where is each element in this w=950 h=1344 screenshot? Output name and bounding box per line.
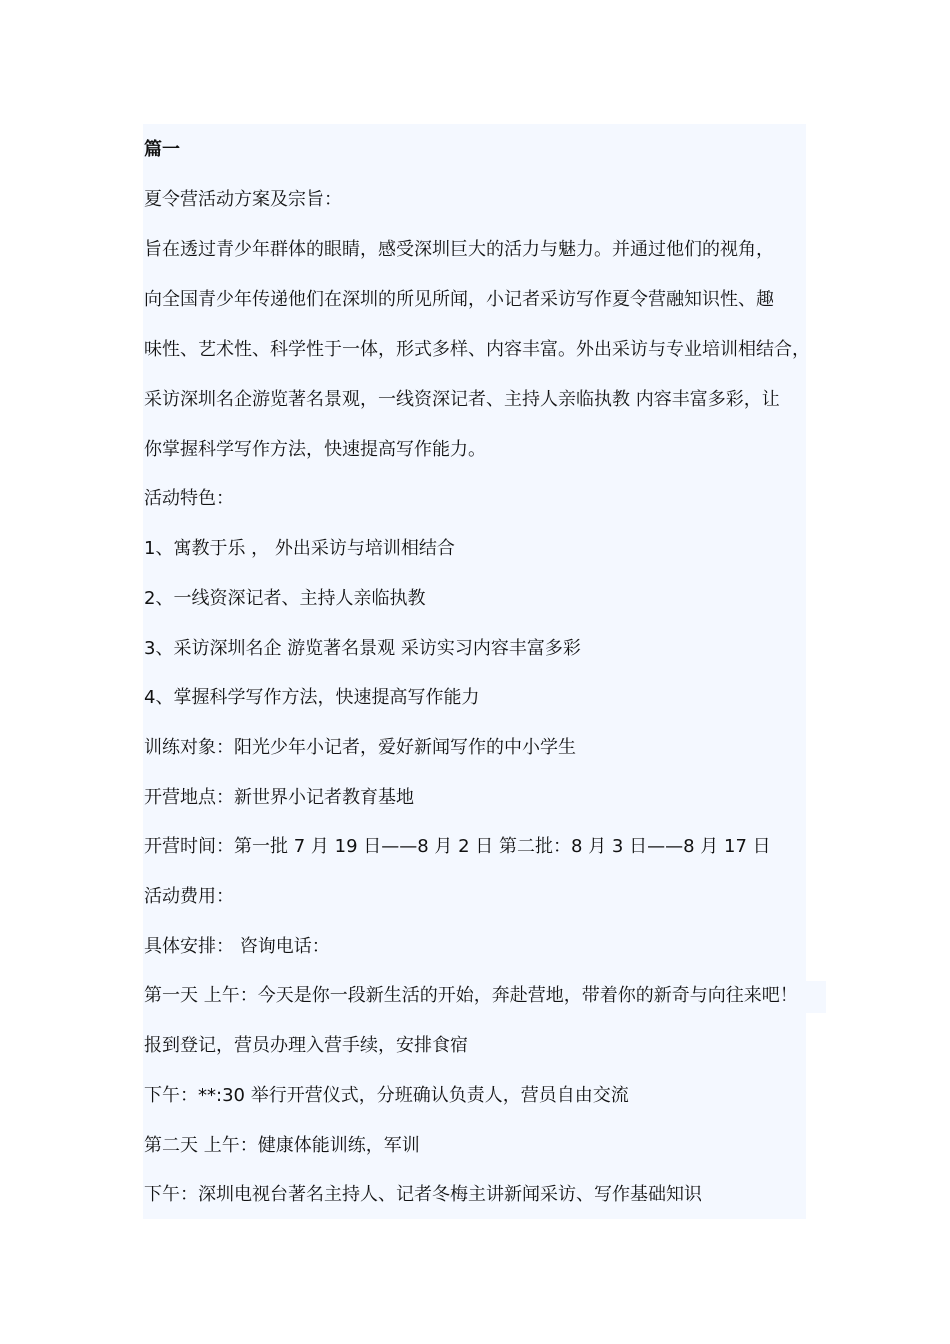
text-line: 味性、艺术性、科学性于一体，形式多样、内容丰富。外出采访与专业培训相结合， <box>144 339 810 360</box>
text-line: 旨在透过青少年群体的眼睛，感受深圳巨大的活力与魅力。并通过他们的视角， <box>144 239 774 260</box>
text-line: 活动费用： <box>144 886 234 907</box>
text-line: 夏令营活动方案及宗旨： <box>144 189 342 210</box>
document-body <box>143 124 810 1219</box>
text-line: 开营时间：第一批 7 月 19 日——8 月 2 日 第二批：8 月 3 日——8 月 17 日 <box>144 836 771 857</box>
section-heading: 篇一 <box>144 139 180 160</box>
text-line: 你掌握科学写作方法，快速提高写作能力。 <box>144 439 486 460</box>
text-line: 第一天 上午：今天是你一段新生活的开始，奔赴营地，带着你的新奇与向往来吧！ <box>144 985 798 1006</box>
text-line: 采访深圳名企游览著名景观，一线资深记者、主持人亲临执教 内容丰富多彩，让 <box>144 389 780 410</box>
text-line: 开营地点：新世界小记者教育基地 <box>144 787 414 808</box>
text-line: 具体安排： 咨询电话： <box>144 936 330 957</box>
list-item: 4、掌握科学写作方法，快速提高写作能力 <box>144 687 480 708</box>
text-line: 下午：深圳电视台著名主持人、记者冬梅主讲新闻采访、写作基础知识 <box>144 1184 702 1205</box>
list-item: 2、一线资深记者、主持人亲临执教 <box>144 588 426 609</box>
list-item: 1、寓教于乐 ， 外出采访与培训相结合 <box>144 538 455 559</box>
text-line: 活动特色： <box>144 488 234 509</box>
text-line: 训练对象：阳光少年小记者，爱好新闻写作的中小学生 <box>144 737 576 758</box>
list-item: 3、采访深圳名企 游览著名景观 采访实习内容丰富多彩 <box>144 638 581 659</box>
text-line: 向全国青少年传递他们在深圳的所见所闻，小记者采访写作夏令营融知识性、趣 <box>144 289 774 310</box>
text-line: 下午：**:30 举行开营仪式，分班确认负责人，营员自由交流 <box>144 1085 629 1106</box>
text-line: 第二天 上午：健康体能训练，军训 <box>144 1135 420 1156</box>
text-line: 报到登记，营员办理入营手续，安排食宿 <box>144 1035 468 1056</box>
